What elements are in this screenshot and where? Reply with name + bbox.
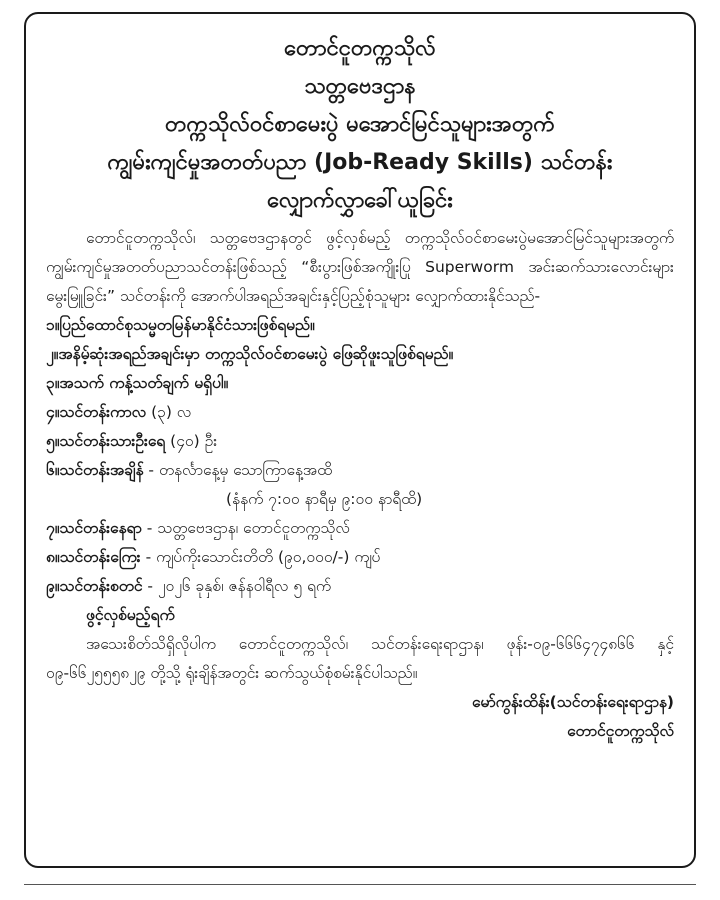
item-number: ၉။ [46,577,60,595]
item-label: သင်တန်းစတင် [59,577,143,595]
detail-item-trainees [46,427,674,456]
detail-item-schedule [46,456,674,485]
item-number: ၁။ [46,316,60,334]
item-number: ၂။ [46,345,59,363]
item-text: ပြည်ထောင်စုသမ္မတမြန်မာနိုင်ငံသားဖြစ်ရမည်။ [59,316,315,334]
item-number: ၃။ [46,374,60,392]
item-label: သင်တန်းသားဦးရေ [59,432,166,450]
item-label: သင်တန်းနေရာ [59,519,142,537]
detail-item-fee [46,543,674,572]
signatory-title: မော်ကွန်းထိန်း(သင်တန်းရေးရာဌာန) [471,693,674,711]
title-target-group: တက္ကသိုလ်ဝင်စာမေးပွဲ မအောင်မြင်သူများအတွက် [165,112,555,137]
item-value: - သတ္တဗေဒဌာန၊ တောင်ငူတက္ကသိုလ် [146,519,350,537]
item-label: သင်တန်းအချိန် [59,461,144,479]
notice-title [46,30,674,220]
bottom-divider [24,884,696,885]
notice-frame [24,12,696,868]
signatory-institution: တောင်ငူတက္ကသိုလ် [567,722,674,740]
detail-item-venue [46,514,674,543]
item-value: - ၂၀၂၆ ခုနှစ်၊ ဇန်နဝါရီလ ၅ ရက် [147,577,332,595]
item-value: (၄၀) ဦး [170,432,218,450]
item-number: ၈။ [46,548,60,566]
title-department: သတ္တဗေဒဌာန [304,74,416,99]
item-number: ၆။ [46,461,60,479]
item-value: - တနင်္လာနေ့မှ သောကြာနေ့အထိ [148,461,333,479]
schedule-time-note: (နံနက် ၇:၀၀ နာရီမှ ၉:၀၀ နာရီထိ) [226,490,423,508]
requirement-item [46,340,674,369]
title-call-for-applications: လျှောက်လွှာခေါ်ယူခြင်း [267,188,453,213]
signature-row [46,688,674,717]
item-text: အနိမ့်ဆုံးအရည်အချင်းမှာ တက္ကသိုလ်ဝင်စာမေးပွဲ ဖြေဆိုဖူးသူဖြစ်ရမည်။ [58,345,454,363]
opening-date-heading: ဖွင့်လှစ်မည့်ရက် [86,606,175,624]
title-course: ကျွမ်းကျင်မှုအတတ်ပညာ (Job-Ready Skills) သင်တန်း [107,150,613,175]
item-number: ၇။ [46,519,60,537]
intro-paragraph: တောင်ငူတက္ကသိုလ်၊ သတ္တဗေဒဌာနတွင် ဖွင့်လှစ်မည့် တက္ကသိုလ်ဝင်စာမေးပွဲမအောင်မြင်သူများအတွက် ကျွမ်းကျင်မှုအတတ်ပညာသင်တန်းဖြစ်သည့် “စီးပွားဖြစ်အကျိုးပြု Superworm အင်းဆက်သားလောင်းများ မွေးမြူခြင်း” သင်တန်းကို အောက်ပါအရည်အချင်းနှင့်ပြည့်စုံသူများ လျှောက်ထားနိုင်သည်- [46,229,674,305]
item-label: သင်တန်းကြေး [59,548,141,566]
item-number: ၄။ [46,403,60,421]
item-value: (၃) လ [151,403,192,421]
item-value: - ကျပ်ကိုးသောင်းတိတိ (၉၀,၀၀၀/-) ကျပ် [145,548,381,566]
detail-item-start-date [46,572,674,601]
title-university: တောင်ငူတက္ကသိုလ် [284,36,436,61]
requirement-item [46,369,674,398]
item-label: သင်တန်းကာလ [59,403,147,421]
requirement-item [46,311,674,340]
notice-body [46,224,674,746]
item-text: အသက် ကန့်သတ်ချက် မရှိပါ။ [59,374,229,392]
item-number: ၅။ [46,432,60,450]
detail-item-duration [46,398,674,427]
contact-paragraph: အသေးစိတ်သိရှိလိုပါက တောင်ငူတက္ကသိုလ်၊ သင်တန်းရေးရာဌာန၊ ဖုန်း-၀၉-၆၆၆၄၇၄၈၆၆ နှင့် ၀၉-၆၆၂၅၅၅၈၂၉ တို့သို့ ရုံးချိန်အတွင်း ဆက်သွယ်စုံစမ်းနိုင်ပါသည်။ [46,635,674,682]
